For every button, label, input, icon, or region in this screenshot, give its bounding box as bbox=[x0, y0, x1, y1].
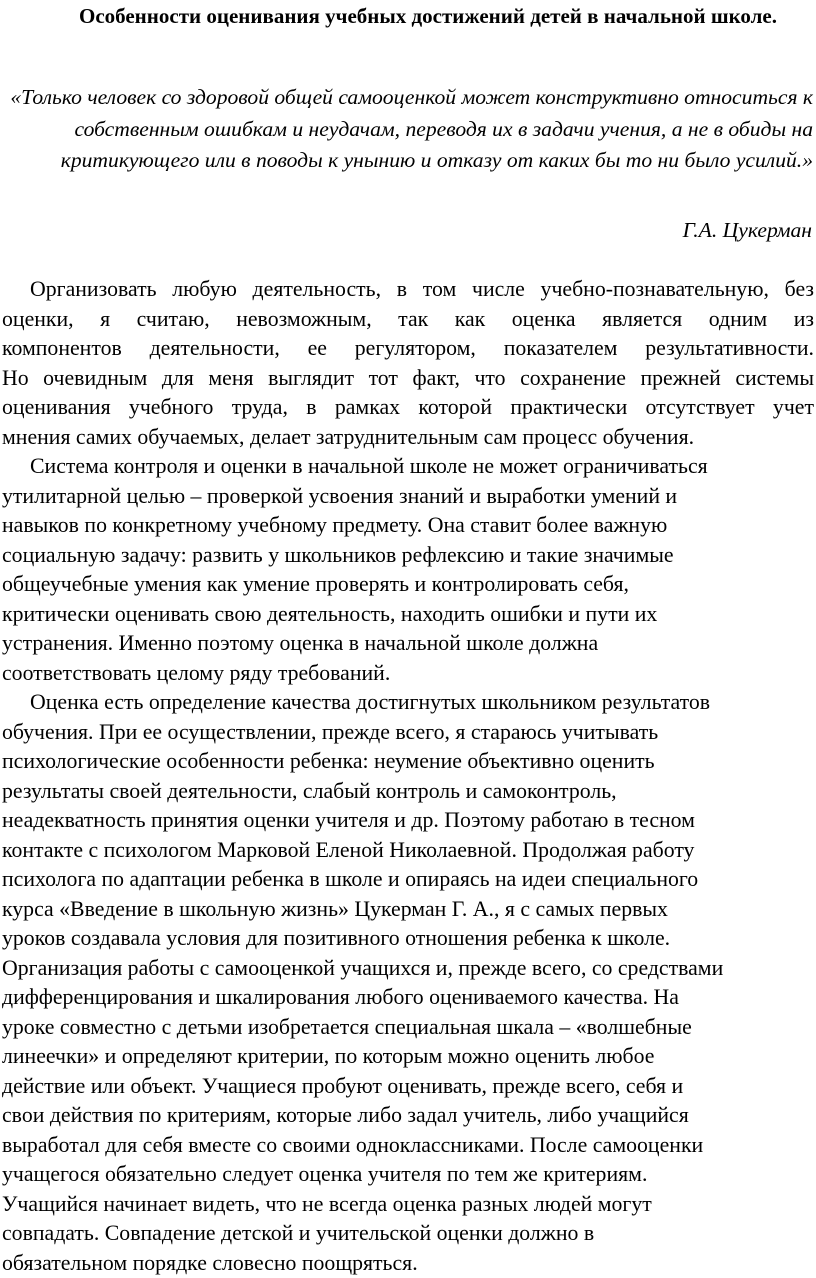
text-line: выработал для себя вместе со своими одноклассниками. После самооценки bbox=[2, 1131, 814, 1161]
text-line: оценки, я считаю, невозможным, так как оценка является одним из bbox=[2, 305, 814, 335]
text-line: дифференцирования и шкалирования любого оцениваемого качества. На bbox=[2, 983, 814, 1013]
text-line: линеечки» и определяют критерии, по которым можно оценить любое bbox=[2, 1042, 814, 1072]
text-line: обязательном порядке словесно поощряться. bbox=[2, 1249, 814, 1278]
text-line: Оценка есть определение качества достигнутых школьником результатов bbox=[2, 688, 814, 718]
text-line: контакте с психологом Марковой Еленой Николаевной. Продолжая работу bbox=[2, 836, 814, 866]
text-line: учащегося обязательно следует оценка учителя по тем же критериям. bbox=[2, 1160, 814, 1190]
epigraph-quote: «Только человек со здоровой общей самооценкой может конструктивно относиться к собственным ошибкам и неудачам, переводя их в задачи учения, а не в обиды на критикующего или в поводы к унынию и отказу от каких бы то ни было усилий.» bbox=[0, 82, 813, 177]
text-line: курса «Введение в школьную жизнь» Цукерман Г. А., я с самых первых bbox=[2, 895, 814, 925]
text-line: утилитарной целью – проверкой усвоения знаний и выработки умений и bbox=[2, 482, 814, 512]
text-line: совпадать. Совпадение детской и учительской оценки должно в bbox=[2, 1219, 814, 1249]
text-line: общеучебные умения как умение проверять и контролировать себя, bbox=[2, 570, 814, 600]
text-line: социальную задачу: развить у школьников рефлексию и такие значимые bbox=[2, 541, 814, 571]
text-line: уроков создавала условия для позитивного отношения ребенка к школе. bbox=[2, 924, 814, 954]
text-line: Организовать любую деятельность, в том числе учебно-познавательную, без bbox=[2, 275, 814, 305]
text-line: Система контроля и оценки в начальной школе не может ограничиваться bbox=[2, 452, 814, 482]
text-line: свои действия по критериям, которые либо задал учитель, либо учащийся bbox=[2, 1101, 814, 1131]
text-line: Учащийся начинает видеть, что не всегда оценка разных людей могут bbox=[2, 1190, 814, 1220]
text-line: Но очевидным для меня выглядит тот факт, что сохранение прежней системы bbox=[2, 364, 814, 394]
text-line: уроке совместно с детьми изобретается специальная шкала – «волшебные bbox=[2, 1013, 814, 1043]
document-title: Особенности оценивания учебных достижений детей в начальной школе. bbox=[40, 2, 816, 30]
text-line: соответствовать целому ряду требований. bbox=[2, 659, 814, 689]
text-line: навыков по конкретному учебному предмету. Она ставит более важную bbox=[2, 511, 814, 541]
text-line: критически оценивать свою деятельность, находить ошибки и пути их bbox=[2, 600, 814, 630]
text-line: устранения. Именно поэтому оценка в начальной школе должна bbox=[2, 629, 814, 659]
text-line: Организация работы с самооценкой учащихся и, прежде всего, со средствами bbox=[2, 954, 814, 984]
text-line: психологические особенности ребенка: неумение объективно оценить bbox=[2, 747, 814, 777]
text-line: результаты своей деятельности, слабый контроль и самоконтроль, bbox=[2, 777, 814, 807]
text-line: обучения. При ее осуществлении, прежде всего, я стараюсь учитывать bbox=[2, 718, 814, 748]
text-line: мнения самих обучаемых, делает затруднительным сам процесс обучения. bbox=[2, 423, 814, 453]
text-line: компонентов деятельности, ее регулятором, показателем результативности. bbox=[2, 334, 814, 364]
text-line: психолога по адаптации ребенка в школе и опираясь на идеи специального bbox=[2, 865, 814, 895]
epigraph-author: Г.А. Цукерман bbox=[0, 215, 812, 246]
text-line: неадекватность принятия оценки учителя и др. Поэтому работаю в тесном bbox=[2, 806, 814, 836]
text-line: действие или объект. Учащиеся пробуют оценивать, прежде всего, себя и bbox=[2, 1072, 814, 1102]
text-line: оценивания учебного труда, в рамках которой практически отсутствует учет bbox=[2, 393, 814, 423]
